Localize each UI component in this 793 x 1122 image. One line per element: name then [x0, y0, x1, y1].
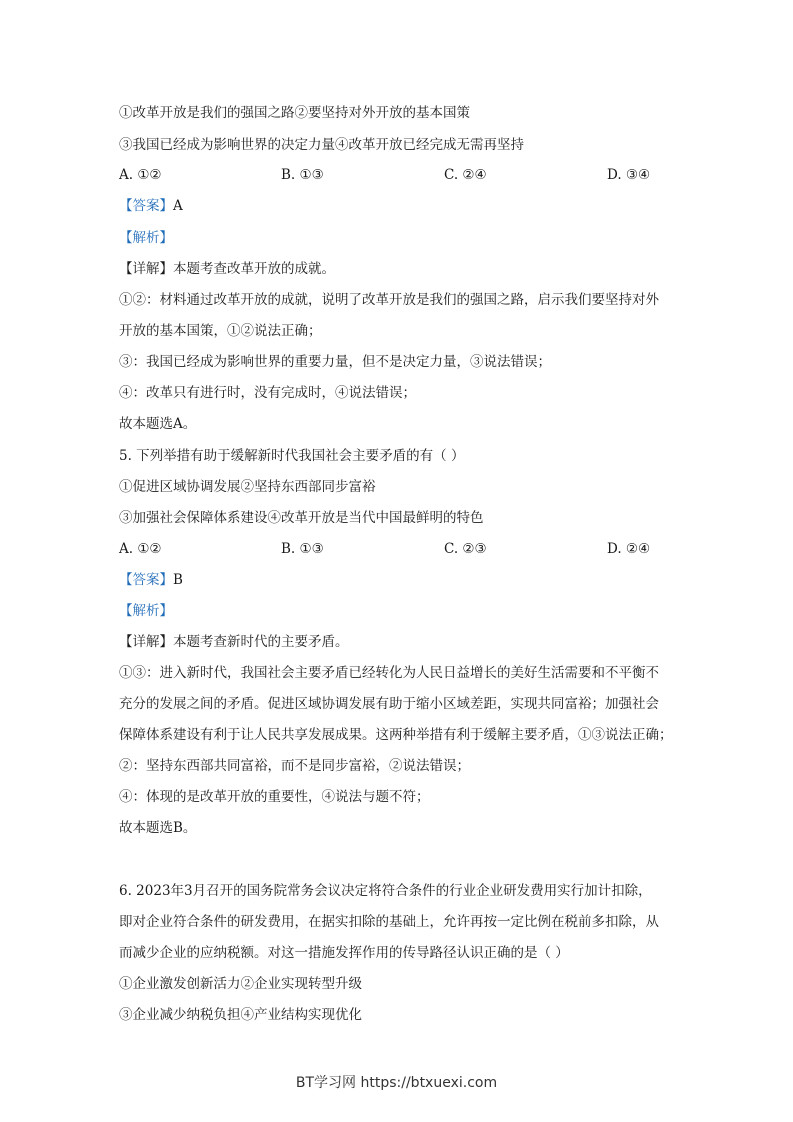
q4-option-a: A. ①② — [119, 167, 162, 183]
answer-value: B — [173, 572, 183, 588]
q5-explanation-line: ④：体现的是改革开放的重要性，④说法与题不符； — [119, 789, 430, 805]
q4-option-d: D. ③④ — [607, 167, 651, 183]
q6-statement-2: ③企业减少纳税负担④产业结构实现优化 — [119, 1007, 362, 1023]
q5-conclusion: 故本题选B。 — [119, 820, 197, 836]
q5-detail — [119, 633, 349, 651]
q4-statement-2: ③我国已经成为影响世界的决定力量④改革开放已经完成无需再坚持 — [119, 137, 524, 153]
q4-detail — [119, 260, 335, 278]
q6-stem-line: 即对企业符合条件的研发费用，在据实扣除的基础上，允许再按一定比例在税前多扣除，从 — [119, 914, 659, 930]
q4-statement-1: ①改革开放是我们的强国之路②要坚持对外开放的基本国策 — [119, 105, 470, 121]
q5-stem: 5. 下列举措有助于缓解新时代我国社会主要矛盾的有（ ） — [119, 448, 465, 464]
answer-tag: 【答案】 — [119, 198, 173, 214]
q5-answer — [119, 571, 183, 589]
detail-tag: 【详解】 — [119, 261, 173, 277]
q5-option-d: D. ②④ — [607, 541, 651, 557]
q4-analysis-tag: 【解析】 — [119, 230, 173, 246]
q4-explanation-line: 开放的基本国策，①②说法正确； — [119, 323, 322, 339]
q5-analysis-tag: 【解析】 — [119, 603, 173, 619]
q5-explanation-line: 充分的发展之间的矛盾。促进区域协调发展有助于缩小区域差距，实现共同富裕；加强社会 — [119, 696, 659, 712]
q6-stem-line: 而减少企业的应纳税额。对这一措施发挥作用的传导路径认识正确的是（ ） — [119, 945, 569, 961]
q4-conclusion: 故本题选A。 — [119, 416, 197, 432]
q4-explanation-line: ①②：材料通过改革开放的成就，说明了改革开放是我们的强国之路，启示我们要坚持对外 — [119, 292, 659, 308]
q5-option-c: C. ②③ — [444, 541, 487, 557]
answer-tag: 【答案】 — [119, 572, 173, 588]
detail-tag: 【详解】 — [119, 634, 173, 650]
q5-explanation-line: ①③：进入新时代，我国社会主要矛盾已经转化为人民日益增长的美好生活需要和不平衡不 — [119, 665, 659, 681]
site-footer-watermark: BT学习网 https://btxuexi.com — [295, 1075, 498, 1091]
detail-text: 本题考查新时代的主要矛盾。 — [173, 634, 349, 650]
q4-answer — [119, 197, 183, 215]
q4-explanation-line: ③：我国已经成为影响世界的重要力量，但不是决定力量，③说法错误； — [119, 354, 551, 370]
q5-explanation-line: 保障体系建设有利于让人民共享发展成果。这两种举措有利于缓解主要矛盾，①③说法正确； — [119, 727, 673, 743]
q4-option-b: B. ①③ — [281, 167, 324, 183]
q5-explanation-line: ②：坚持东西部共同富裕，而不是同步富裕，②说法错误； — [119, 758, 470, 774]
q5-statement-1: ①促进区域协调发展②坚持东西部同步富裕 — [119, 479, 376, 495]
q5-option-a: A. ①② — [119, 541, 162, 557]
q5-option-b: B. ①③ — [281, 541, 324, 557]
answer-value: A — [173, 198, 183, 214]
q4-explanation-line: ④：改革只有进行时，没有完成时，④说法错误； — [119, 385, 416, 401]
q4-option-c: C. ②④ — [444, 167, 487, 183]
q6-statement-1: ①企业激发创新活力②企业实现转型升级 — [119, 976, 362, 992]
q5-statement-2: ③加强社会保障体系建设④改革开放是当代中国最鲜明的特色 — [119, 510, 484, 526]
q6-stem-line: 6. 2023年3月召开的国务院常务会议决定将符合条件的行业企业研发费用实行加计扣除， — [119, 883, 652, 899]
detail-text: 本题考查改革开放的成就。 — [173, 261, 335, 277]
